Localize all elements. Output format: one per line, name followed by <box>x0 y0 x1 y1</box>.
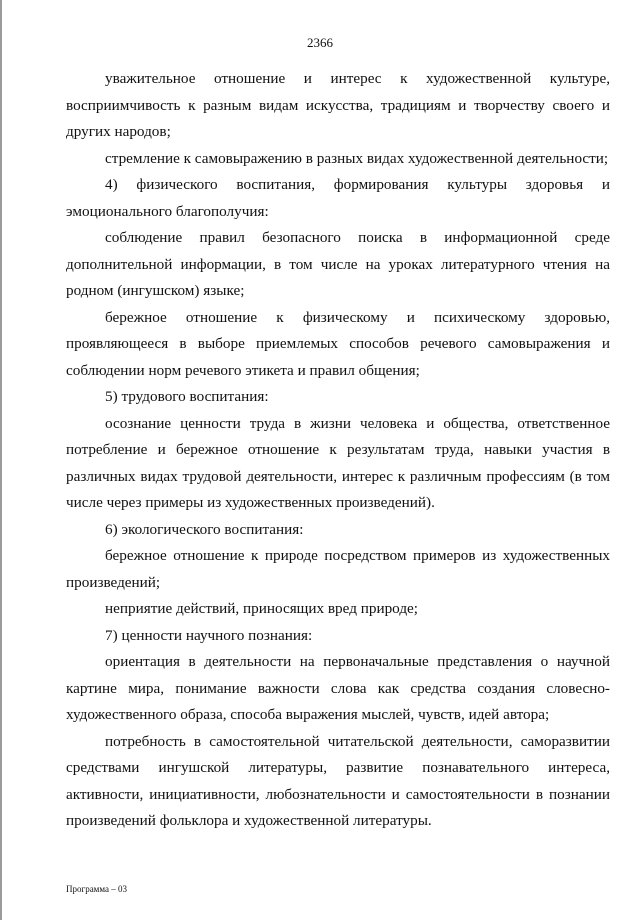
paragraph-9: бережное отношение к природе посредством примеров из художественных произведений; <box>66 547 610 591</box>
paragraph-10: неприятие действий, приносящих вред природе; <box>105 600 419 617</box>
section-heading-4: 4) физического воспитания, формирования культуры здоровья и эмоционального благополучия: <box>66 176 610 220</box>
paragraph-1: уважительное отношение и интерес к художественной культуре, восприимчивость к разным видам искусства, традициям и творчеству своего и других народов; <box>66 70 610 140</box>
paragraph-5: бережное отношение к физическому и психическому здоровью, проявляющееся в выборе приемлемых способов речевого самовыражения и соблюдении норм речевого этикета и правил общения; <box>66 308 610 379</box>
paragraph-2: стремление к самовыражению в разных видах художественной деятельности; <box>105 149 609 167</box>
paragraph-12: ориентация в деятельности на первоначальные представления о научной картине мира, понимание важности слова как средства создания словесно-художественного образа, способа выражения мыслей, чувств, идей автора; <box>66 653 610 723</box>
paragraph-7: осознание ценности труда в жизни человека и общества, ответственное потребление и бережное отношение к результатам труда, навыки участия в различных видах трудовой деятельности, интерес к различным профессиям (в том числе через примеры из художественных произведений). <box>66 414 610 511</box>
scan-edge <box>0 0 2 920</box>
paragraph-13: потребность в самостоятельной читательской деятельности, саморазвитии средствами ингушской литературы, развитие познавательного интереса, активности, инициативности, любознательности и самостоятельности в познании произведений фольклора и художественной литературы. <box>66 732 610 829</box>
section-heading-6: 6) экологического воспитания: <box>105 520 304 538</box>
page-number: 2366 <box>307 35 333 50</box>
footer-program-label: Программа – 03 <box>66 884 128 894</box>
paragraph-4: соблюдение правил безопасного поиска в информационной среде дополнительной информации, в том числе на уроках литературного чтения на родном (ингушском) языке; <box>66 229 610 299</box>
document-body <box>66 66 610 835</box>
section-heading-5: 5) трудового воспитания: <box>105 388 269 405</box>
section-heading-7: 7) ценности научного познания: <box>105 626 313 644</box>
